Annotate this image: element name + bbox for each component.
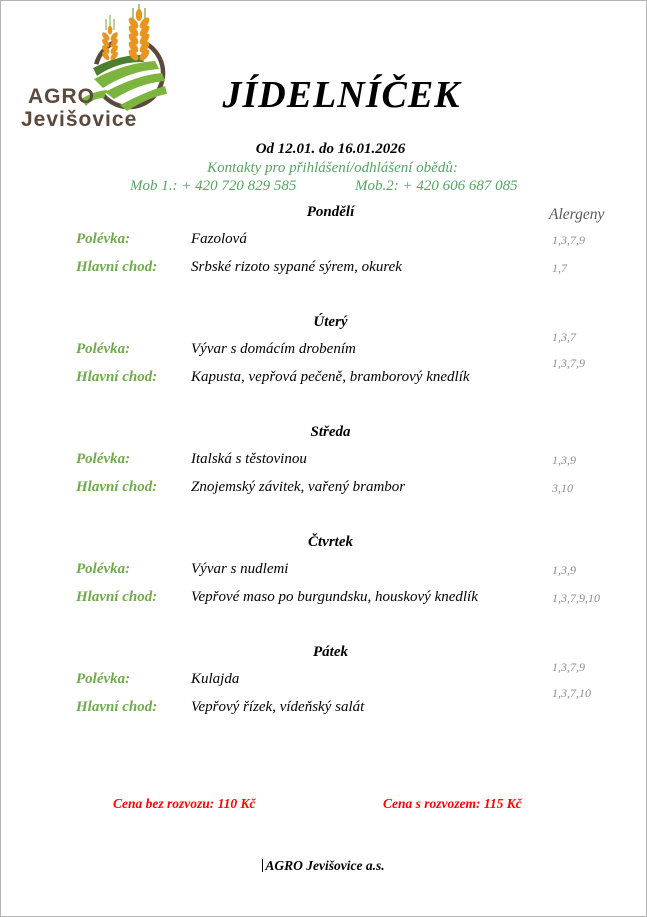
day-title: Středa	[310, 424, 351, 440]
soup-allergens: 1,3,9	[552, 453, 576, 467]
day-title: Pondělí	[306, 204, 355, 220]
contact-heading: Kontakty pro přihlášení/odhlášení obědů:	[207, 160, 458, 176]
date-range: Od 12.01. do 16.01.2026	[255, 141, 406, 157]
soup-name: Vývar s domácím drobením	[191, 341, 356, 357]
day-title: Pátek	[313, 644, 348, 660]
main-course-allergens: 1,3,7,9	[552, 356, 585, 370]
main-course-label: Hlavní chod:	[76, 369, 158, 385]
main-course-allergens: 1,3,7,10	[552, 686, 591, 700]
main-course-name: Kapusta, vepřová pečeně, bramborový knedlík	[191, 369, 470, 385]
text-cursor	[262, 859, 263, 872]
soup-label: Polévka:	[76, 561, 131, 577]
main-course-name: Srbské rizoto sypané sýrem, okurek	[191, 259, 402, 275]
soup-allergens: 1,3,7,9	[552, 233, 585, 247]
day-section-monday	[1, 204, 646, 296]
soup-name: Italská s těstovinou	[191, 451, 307, 467]
main-course-allergens: 1,7	[552, 261, 567, 275]
price-with-delivery: Cena s rozvozem: 115 Kč	[383, 796, 522, 811]
soup-label: Polévka:	[76, 451, 131, 467]
page-title: JÍDELNÍČEK	[222, 74, 461, 116]
day-section-thursday	[1, 534, 646, 626]
day-section-wednesday	[1, 424, 646, 516]
soup-name: Fazolová	[191, 231, 247, 247]
main-course-name: Vepřový řízek, vídeňský salát	[191, 699, 365, 715]
soup-label: Polévka:	[76, 341, 131, 357]
main-course-label: Hlavní chod:	[76, 589, 158, 605]
main-course-label: Hlavní chod:	[76, 699, 158, 715]
soup-name: Vývar s nudlemi	[191, 561, 289, 577]
price-without-delivery: Cena bez rozvozu: 110 Kč	[113, 796, 256, 811]
main-course-name: Znojemský závitek, vařený brambor	[191, 479, 406, 495]
soup-allergens: 1,3,9	[552, 563, 576, 577]
phone-number-2: Mob.2: + 420 606 687 085	[355, 178, 518, 194]
soup-allergens: 1,3,7	[552, 330, 576, 344]
main-course-label: Hlavní chod:	[76, 479, 158, 495]
allergens-column-header: Alergeny	[549, 206, 605, 223]
phone-number-1: Mob 1.: + 420 720 829 585	[130, 178, 297, 194]
day-section-friday	[1, 644, 646, 736]
main-course-allergens: 3,10	[552, 481, 573, 495]
soup-name: Kulajda	[191, 671, 240, 687]
main-course-allergens: 1,3,7,9,10	[552, 591, 600, 605]
day-title: Čtvrtek	[308, 534, 353, 550]
company-footer	[1, 858, 646, 874]
day-title: Úterý	[313, 314, 348, 330]
main-course-name: Vepřové maso po burgundsku, houskový knedlík	[191, 589, 478, 605]
logo-text-jevisovice: Jevišovice	[21, 108, 138, 131]
main-course-label: Hlavní chod:	[76, 259, 158, 275]
logo-text-agro: AGRO	[28, 85, 95, 108]
day-section-tuesday	[1, 314, 646, 406]
soup-label: Polévka:	[76, 671, 131, 687]
company-name: AGRO Jevišovice a.s.	[265, 858, 385, 873]
soup-allergens: 1,3,7,9	[552, 660, 585, 674]
soup-label: Polévka:	[76, 231, 131, 247]
